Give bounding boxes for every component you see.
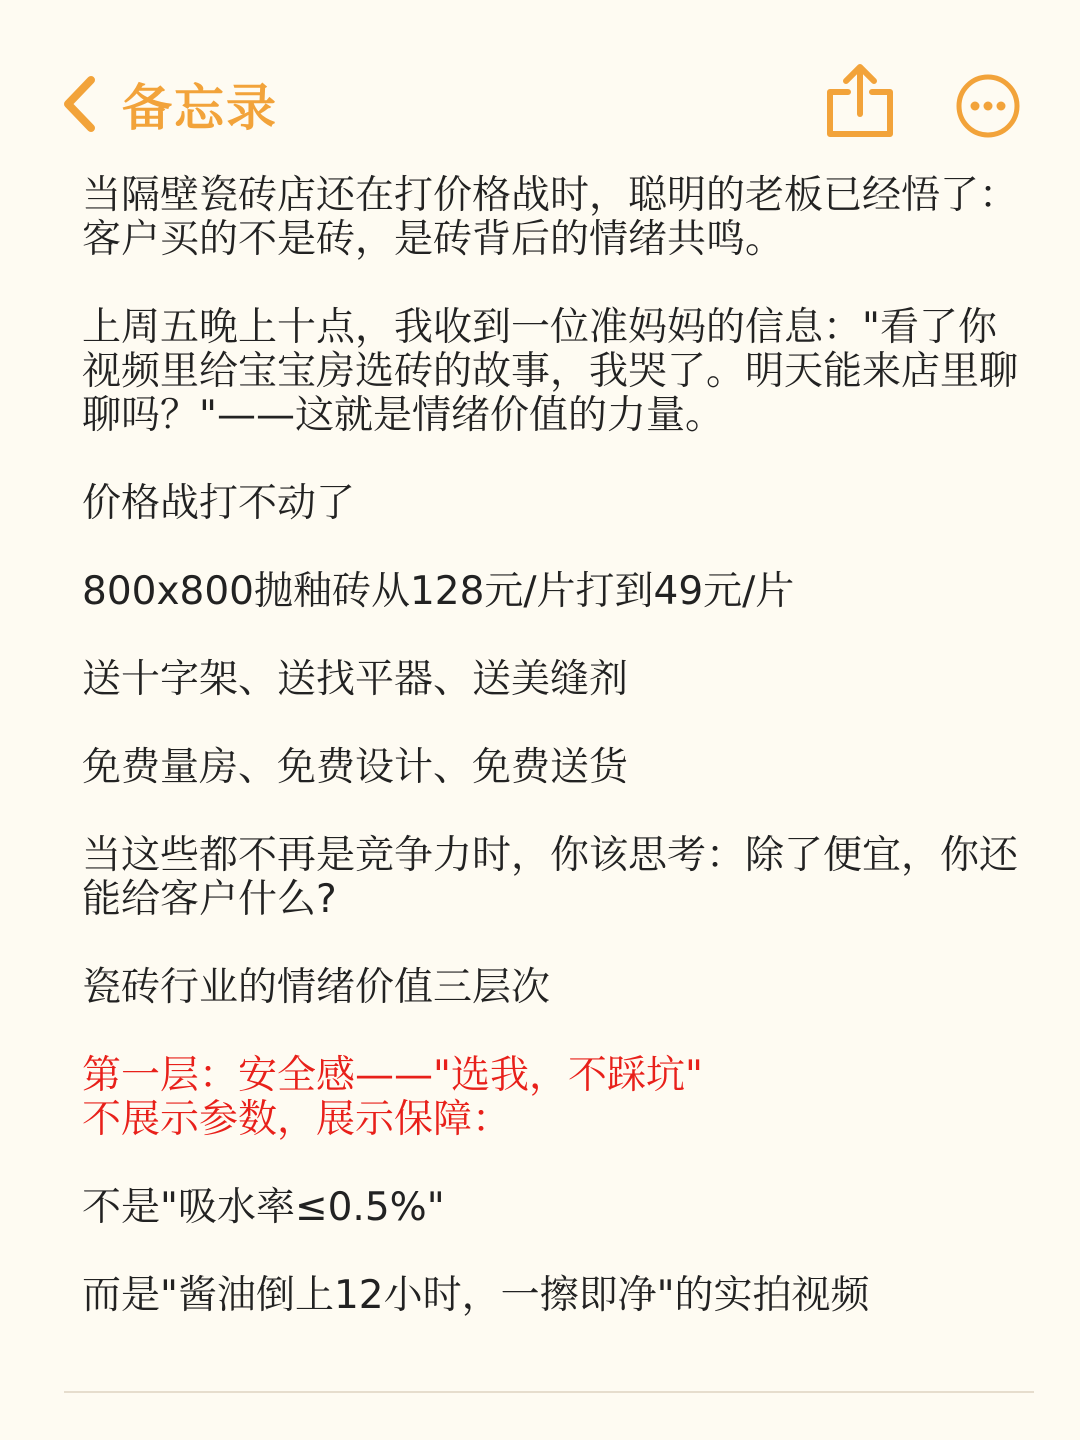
note-paragraph: 当这些都不再是竞争力时，你该思考：除了便宜，你还能给客户什么? [82, 833, 1019, 922]
back-label: 备忘录 [122, 79, 278, 137]
highlight-subheading: 不展示参数，展示保障： [82, 1097, 512, 1142]
note-paragraph: 800x800抛釉砖从128元/片打到49元/片 [82, 569, 795, 614]
note-paragraph: 价格战打不动了 [82, 481, 356, 526]
note-paragraph: 当隔壁瓷砖店还在打价格战时，聪明的老板已经悟了：客户买的不是砖，是砖背后的情绪共鸣。 [82, 173, 1019, 262]
chevron-left-icon [60, 75, 98, 133]
note-paragraph: 不是"吸水率≤0.5%" [82, 1185, 445, 1230]
more-button[interactable] [954, 72, 1022, 140]
more-icon [954, 125, 1022, 144]
note-body [82, 174, 1022, 1362]
bottom-divider [64, 1391, 1034, 1393]
share-button[interactable] [820, 62, 900, 142]
note-paragraph: 送十字架、送找平器、送美缝剂 [82, 657, 629, 702]
highlight-heading: 第一层：安全感——"选我，不踩坑" [82, 1053, 703, 1098]
note-paragraph: 上周五晚上十点，我收到一位准妈妈的信息："看了你视频里给宝宝房选砖的故事，我哭了。明天能来店里聊聊吗？"——这就是情绪价值的力量。 [82, 305, 1019, 438]
note-paragraph: 免费量房、免费设计、免费送货 [82, 745, 629, 790]
navigation-bar [0, 0, 1080, 160]
back-button[interactable] [60, 68, 278, 140]
note-paragraph: 而是"酱油倒上12小时，一擦即净"的实拍视频 [82, 1273, 870, 1318]
share-icon [820, 127, 900, 146]
note-paragraph: 瓷砖行业的情绪价值三层次 [82, 965, 551, 1010]
